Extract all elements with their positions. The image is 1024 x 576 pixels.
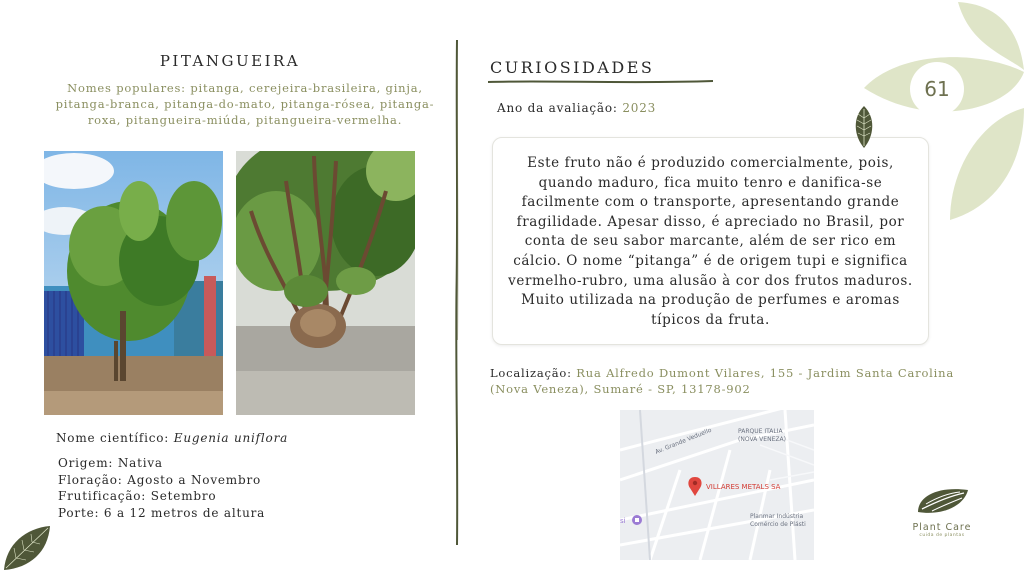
logo-tagline: cuida de plantas <box>919 533 965 538</box>
map-poi-icon <box>632 515 642 525</box>
map-poi-line1: Planmar Indústria <box>750 513 804 520</box>
scientific-label: Nome científico: <box>56 431 170 445</box>
fact-origin: Origem: Nativa <box>58 456 163 470</box>
small-leaf-icon <box>852 106 876 148</box>
map-edge-text: si <box>620 517 626 525</box>
plant-care-logo <box>900 484 984 544</box>
scientific-name-line <box>56 431 288 445</box>
logo-name: Plant Care <box>912 522 972 533</box>
evaluation-year <box>497 101 656 115</box>
fact-flowering: Floração: Agosto a Novembro <box>58 472 262 487</box>
plant-facts <box>58 455 265 521</box>
corner-leaf-icon <box>2 524 52 572</box>
year-value: 2023 <box>622 101 657 115</box>
map-street-label: Av. Grande Veduello <box>654 426 713 456</box>
logo-leaf-icon <box>912 484 972 516</box>
popular-names: Nomes populares: pitanga, cerejeira-brasileira, ginja, pitanga-branca, pitanga-do-mato, pitanga-rósea, pitanga-roxa, pitangueira-miúda, pitangueira-vermelha. <box>55 81 435 127</box>
curiosity-text: Este fruto não é produzido comercialmente, pois, quando maduro, fica muito tenro e danifica-se facilmente com o transporte, apresentando grande fragilidade. Apesar disso, é apreciado no Brasil, por conta de seu sabor marcante, além de ser rico em cálcio. O nome “pitanga” é de origem tupi e significa vermelho-rubro, uma alusão à cor dos frutos maduros. Muito utilizada na produção de perfumes e aromas típicos da fruta. <box>508 155 913 328</box>
location <box>490 366 970 397</box>
plant-photo-trunk <box>236 151 415 415</box>
curiosidades-title: CURIOSIDADES <box>490 58 655 77</box>
map-district-line1: PARQUE ITALIA <box>738 428 783 435</box>
fact-size: Porte: 6 a 12 metros de altura <box>58 505 266 520</box>
column-divider <box>452 40 462 545</box>
fact-fruiting: Frutificação: Setembro <box>58 489 217 503</box>
location-address: Rua Alfredo Dumont Vilares, 155 - Jardim Santa Carolina (Nova Veneza), Sumaré - SP, 13178-902 <box>490 366 955 396</box>
map-poi-line2: Comércio de Plásti <box>750 521 806 528</box>
year-label: Ano da avaliação: <box>497 101 618 115</box>
plant-title: PITANGUEIRA <box>159 52 301 70</box>
plant-info-panel <box>0 0 460 576</box>
location-map[interactable] <box>620 410 814 560</box>
map-district-line2: (NOVA VENEZA) <box>738 436 786 443</box>
map-pin-label: VILLARES METALS SA <box>706 483 781 491</box>
scientific-name: Eugenia uniflora <box>173 431 289 445</box>
page-number: 61 <box>910 62 964 116</box>
location-label: Localização: <box>490 366 572 380</box>
title-underline <box>488 78 713 86</box>
plant-photo-tree <box>44 151 223 415</box>
